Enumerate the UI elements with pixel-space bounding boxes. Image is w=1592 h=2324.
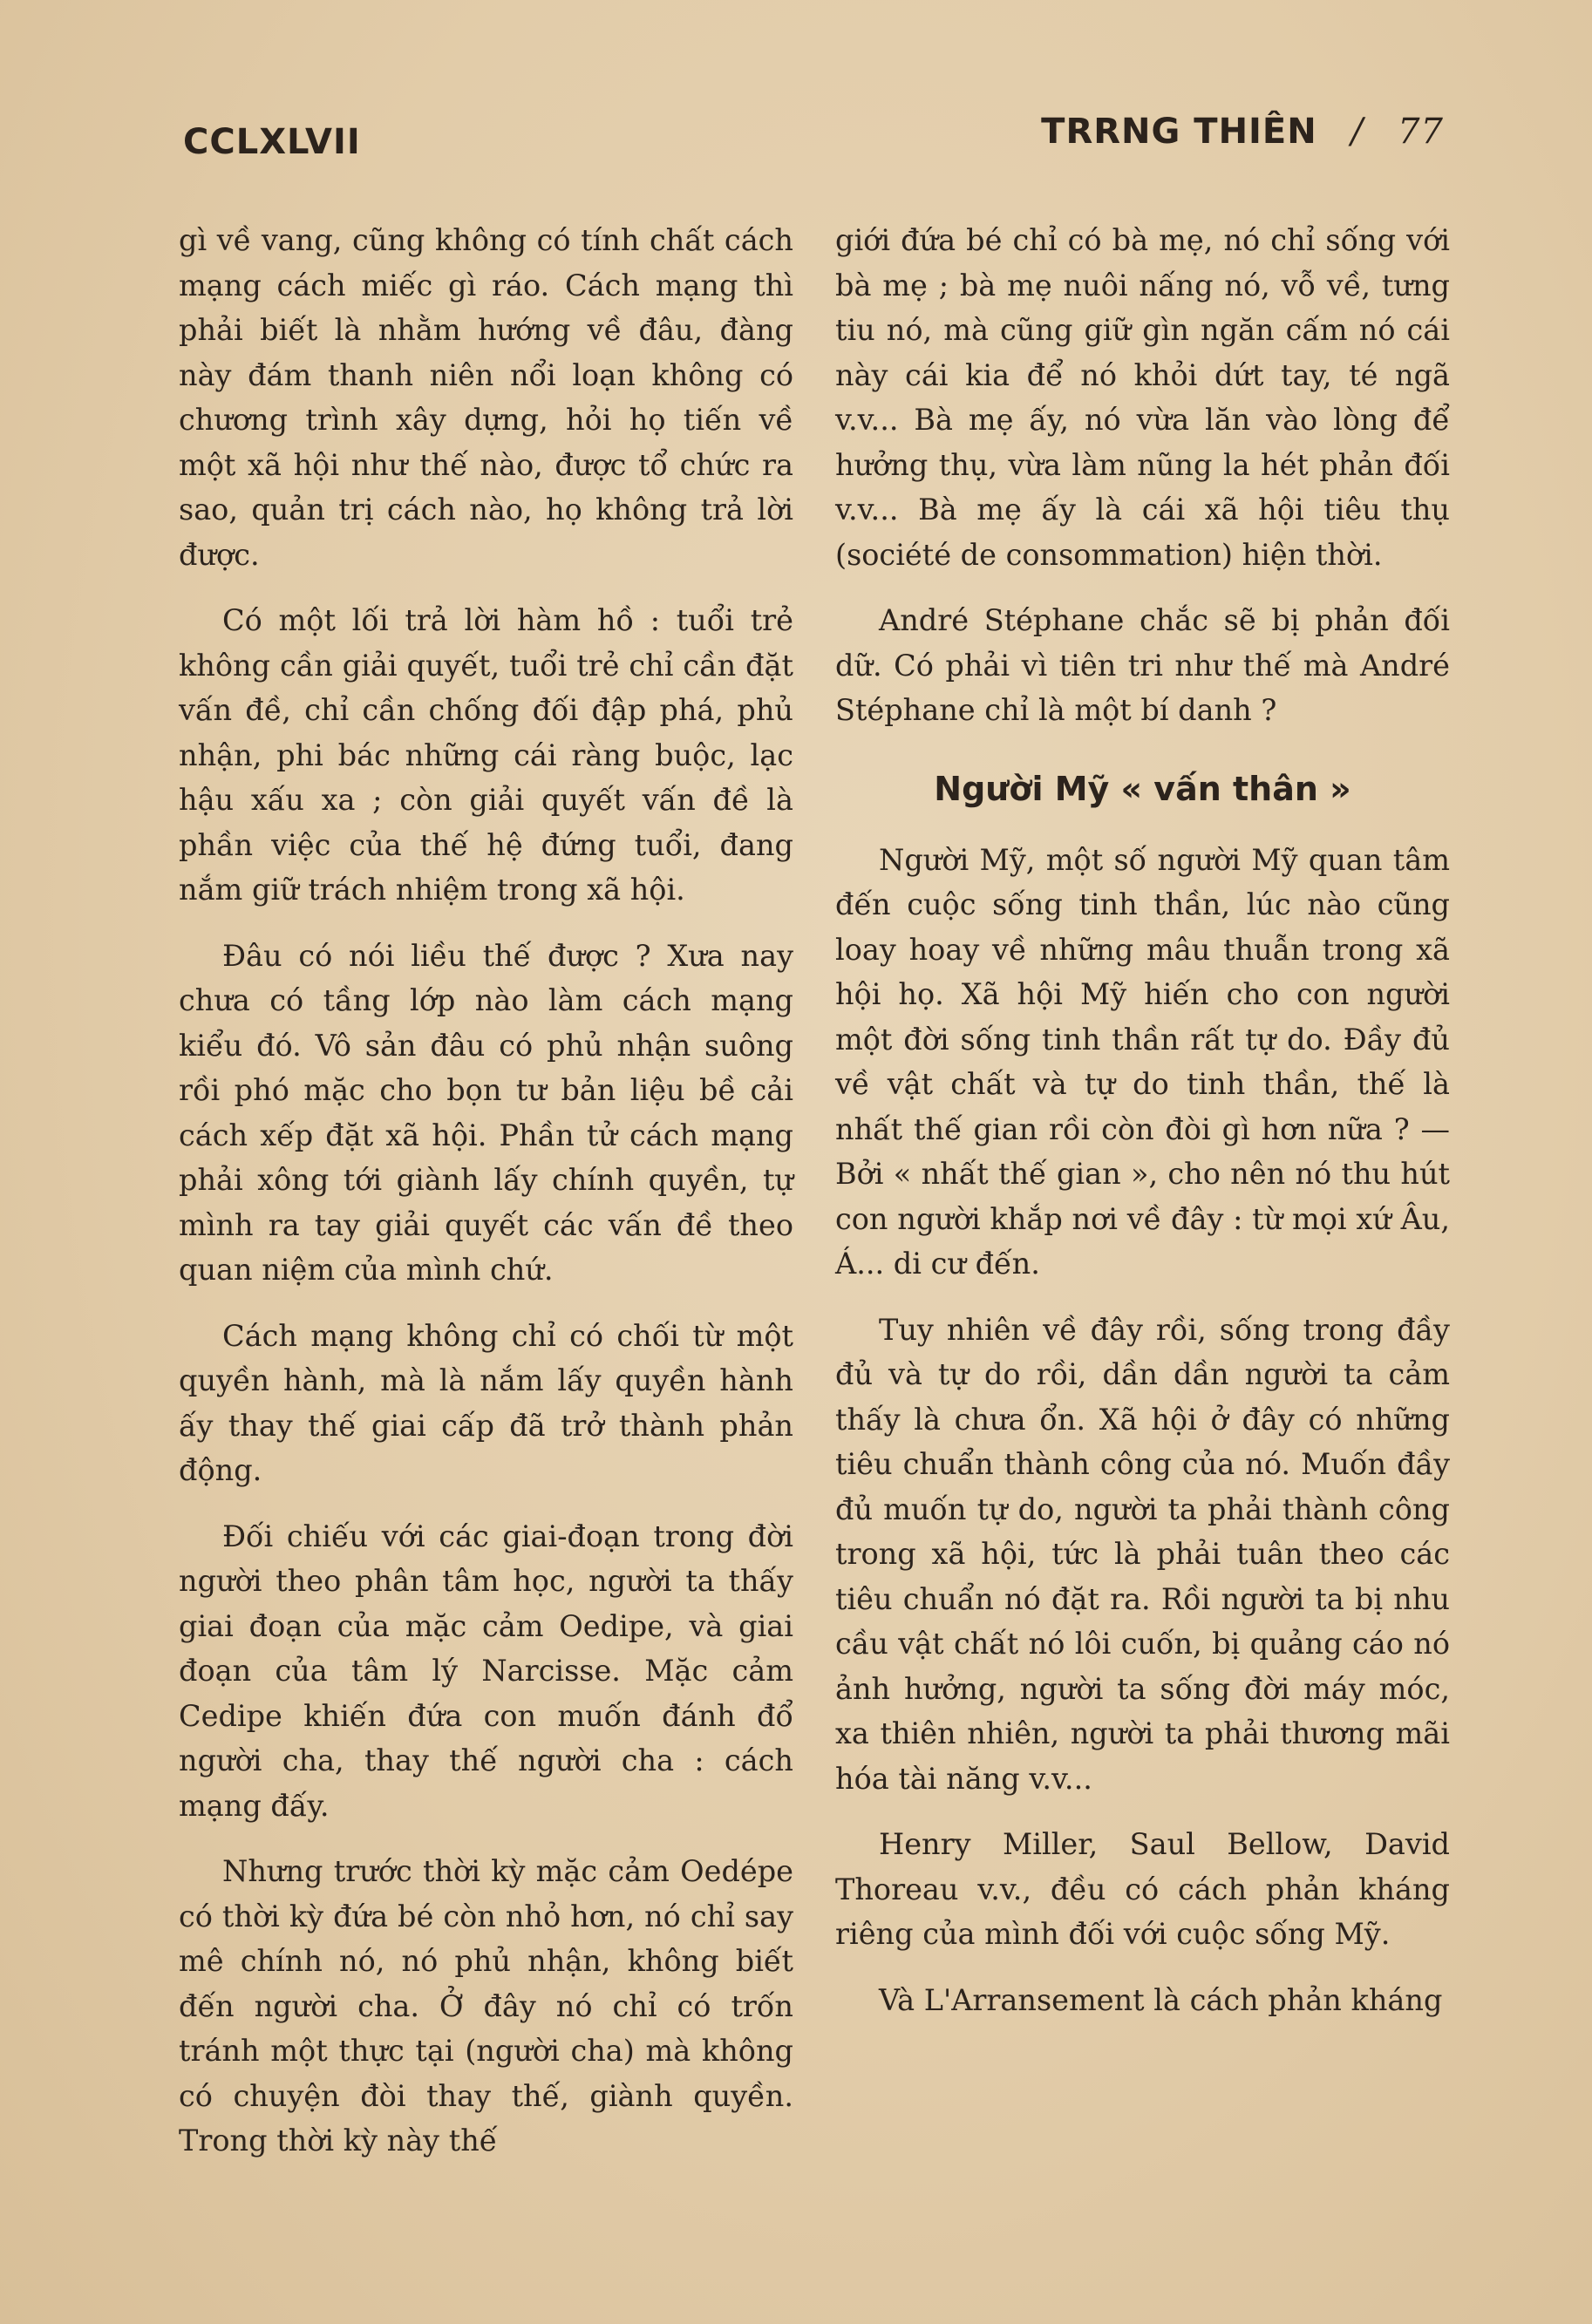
paragraph: gì về vang, cũng không có tính chất cách mạng cách miếc gì ráo. Cách mạng thì phải biết là nhằm hướng về đâu, đàng này đám thanh niên nổi loạn không có chương trình xây dựng, hỏi họ tiến về một xã hội như thế nào, được tổ chức ra sao, quản trị cách nào, họ không trả lời được. <box>179 223 793 572</box>
paragraph: André Stéphane chắc sẽ bị phản đối dữ. Có phải vì tiên tri như thế mà André Stéphane chỉ là một bí danh ? <box>835 603 1450 727</box>
page-number: 77 <box>1398 112 1444 152</box>
paragraph: Có một lối trả lời hàm hồ : tuổi trẻ không cần giải quyết, tuổi trẻ chỉ cần đặt vấn đề, chỉ cần chống đối đập phá, phủ nhận, phi bác những cái ràng buộc, lạc hậu xấu xa ; còn giải quyết vấn đề là phần việc của thế hệ đứng tuổi, đang nắm giữ trách nhiệm trong xã hội. <box>179 603 793 907</box>
page-header <box>183 112 1444 164</box>
paragraph: Và L'Arransement là cách phản kháng <box>879 1982 1443 2017</box>
paragraph: Cách mạng không chỉ có chối từ một quyền hành, mà là nắm lấy quyền hành ấy thay thế giai cấp đã trở thành phản động. <box>179 1318 793 1487</box>
paragraph: Tuy nhiên về đây rồi, sống trong đầy đủ và tự do rồi, dần dần người ta cảm thấy là chưa ổn. Xã hội ở đây có những tiêu chuẩn thành công của nó. Muốn đầy đủ muốn tự do, người ta phải thành công trong xã hội, tức là phải tuân theo các tiêu chuẩn nó đặt ra. Rồi người ta bị nhu cầu vật chất nó lôi cuốn, bị quảng cáo nó ảnh hưởng, người ta sống đời máy móc, xa thiên nhiên, người ta phải thương mãi hóa tài năng v.v... <box>835 1312 1450 1796</box>
paragraph: giới đứa bé chỉ có bà mẹ, nó chỉ sống với bà mẹ ; bà mẹ nuôi nấng nó, vỗ về, tưng tiu nó, mà cũng giữ gìn ngăn cấm nó cái này cái kia để nó khỏi dứt tay, té ngã v.v... Bà mẹ ấy, nó vừa lăn vào lòng để hưởng thụ, vừa làm nũng la hét phản đối v.v... Bà mẹ ấy là cái xã hội tiêu thụ (société de consommation) hiện thời. <box>835 223 1450 572</box>
section-heading: Người Mỹ « vấn thân » <box>934 769 1351 808</box>
publication-title: TRRNG THIÊN <box>1041 112 1317 152</box>
paragraph: Nhưng trước thời kỳ mặc cảm Oedépe có thời kỳ đứa bé còn nhỏ hơn, nó chỉ say mê chính nó, nó phủ nhận, không biết đến người cha. Ở đây nó chỉ có trốn tránh một thực tại (người cha) mà không có chuyện đòi thay thế, giành quyền. Trong thời kỳ này thế <box>179 1854 793 2158</box>
issue-number: CCLXLVII <box>183 122 361 162</box>
running-title <box>1041 112 1444 152</box>
paragraph: Người Mỹ, một số người Mỹ quan tâm đến cuộc sống tinh thần, lúc nào cũng loay hoay về những mâu thuẫn trong xã hội họ. Xã hội Mỹ hiến cho con người một đời sống tinh thần rất tự do. Đầy đủ về vật chất và tự do tinh thần, thế là nhất thế gian rồi còn đòi gì hơn nữa ? — Bởi « nhất thế gian », cho nên nó thu hút con người khắp nơi về đây : từ mọi xứ Âu, Á... di cư đến. <box>835 842 1450 1281</box>
paragraph: Đối chiếu với các giai-đoạn trong đời người theo phân tâm học, người ta thấy giai đoạn của mặc cảm Oedipe, và giai đoạn của tâm lý Narcisse. Mặc cảm Cedipe khiến đứa con muốn đánh đổ người cha, thay thế người cha : cách mạng đấy. <box>179 1519 793 1823</box>
paragraph: Henry Miller, Saul Bellow, David Thoreau v.v., đều có cách phản kháng riêng của mình đối với cuộc sống Mỹ. <box>835 1827 1450 1951</box>
header-separator: / <box>1350 112 1364 152</box>
left-column <box>179 218 793 2185</box>
paragraph: Đâu có nói liều thế được ? Xưa nay chưa có tầng lớp nào làm cách mạng kiểu đó. Vô sản đâu có phủ nhận suông rồi phó mặc cho bọn tư bản liệu bề cải cách xếp đặt xã hội. Phần tử cách mạng phải xông tới giành lấy chính quyền, tự mình ra tay giải quyết các vấn đề theo quan niệm của mình chứ. <box>179 938 793 1287</box>
right-column <box>835 218 1450 2043</box>
